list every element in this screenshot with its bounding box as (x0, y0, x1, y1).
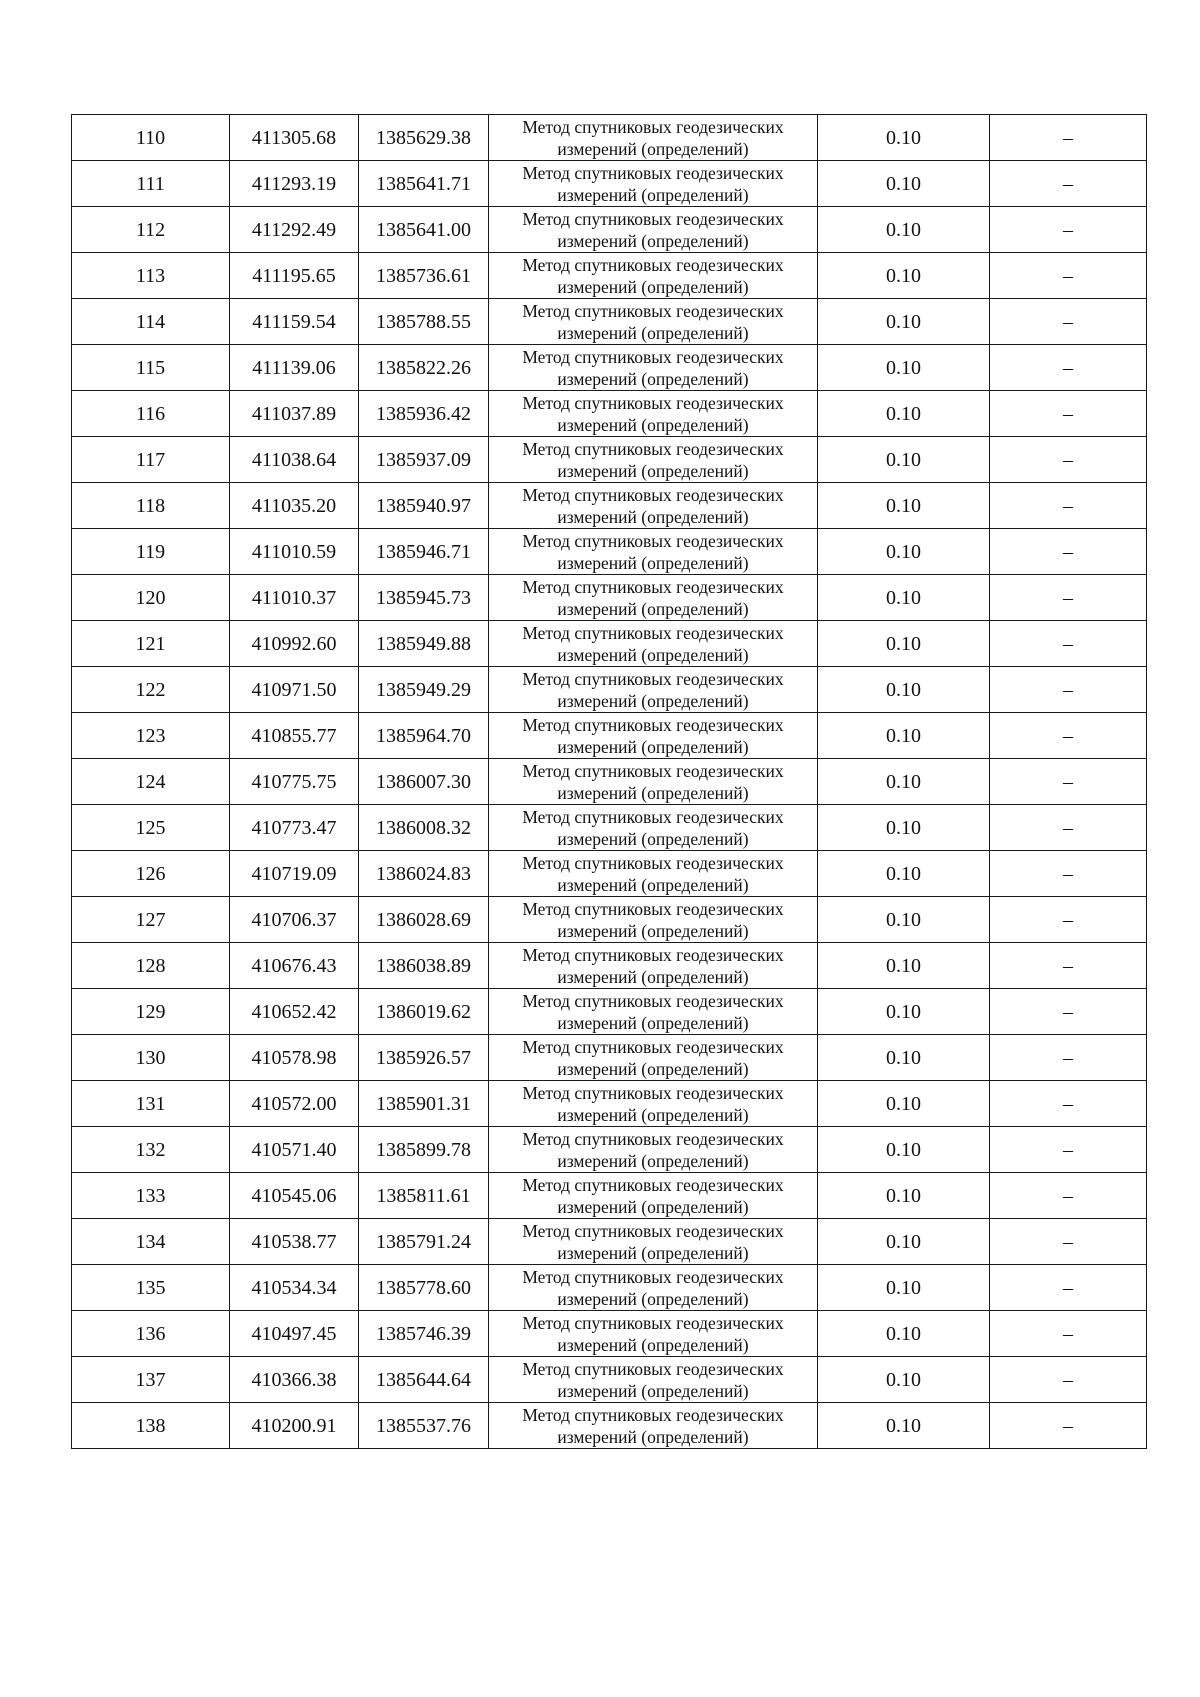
method-cell (489, 575, 818, 621)
point-number-cell: 136 (72, 1311, 230, 1357)
accuracy-cell: 0.10 (818, 1219, 990, 1265)
x-coordinate-cell: 410200.91 (230, 1403, 359, 1449)
note-cell: – (990, 575, 1147, 621)
table-row (72, 989, 1147, 1035)
point-number-cell: 124 (72, 759, 230, 805)
method-line-2: измерений (определений) (557, 782, 749, 803)
method-line-1: Метод спутниковых геодезических (522, 162, 784, 183)
accuracy-cell: 0.10 (818, 759, 990, 805)
table-row (72, 299, 1147, 345)
table-row (72, 805, 1147, 851)
note-cell: – (990, 207, 1147, 253)
method-line-1: Метод спутниковых геодезических (522, 1404, 784, 1425)
point-number-cell: 115 (72, 345, 230, 391)
method-line-2: измерений (определений) (557, 552, 749, 573)
method-line-1: Метод спутниковых геодезических (522, 1128, 784, 1149)
method-line-1: Метод спутниковых геодезических (522, 392, 784, 413)
coordinates-table (71, 114, 1147, 1449)
note-cell: – (990, 115, 1147, 161)
y-coordinate-cell: 1385949.29 (359, 667, 489, 713)
method-cell (489, 1173, 818, 1219)
accuracy-cell: 0.10 (818, 897, 990, 943)
note-cell: – (990, 161, 1147, 207)
y-coordinate-cell: 1385811.61 (359, 1173, 489, 1219)
method-line-2: измерений (определений) (557, 184, 749, 205)
method-line-2: измерений (определений) (557, 1104, 749, 1125)
method-line-2: измерений (определений) (557, 414, 749, 435)
accuracy-cell: 0.10 (818, 345, 990, 391)
method-line-1: Метод спутниковых геодезических (522, 806, 784, 827)
y-coordinate-cell: 1385946.71 (359, 529, 489, 575)
accuracy-cell: 0.10 (818, 851, 990, 897)
note-cell: – (990, 621, 1147, 667)
accuracy-cell: 0.10 (818, 1403, 990, 1449)
table-row (72, 1403, 1147, 1449)
point-number-cell: 128 (72, 943, 230, 989)
point-number-cell: 120 (72, 575, 230, 621)
table-row (72, 253, 1147, 299)
y-coordinate-cell: 1385949.88 (359, 621, 489, 667)
x-coordinate-cell: 410366.38 (230, 1357, 359, 1403)
point-number-cell: 112 (72, 207, 230, 253)
accuracy-cell: 0.10 (818, 1357, 990, 1403)
point-number-cell: 133 (72, 1173, 230, 1219)
method-line-1: Метод спутниковых геодезических (522, 1266, 784, 1287)
method-line-2: измерений (определений) (557, 1150, 749, 1171)
note-cell: – (990, 989, 1147, 1035)
y-coordinate-cell: 1385822.26 (359, 345, 489, 391)
x-coordinate-cell: 410676.43 (230, 943, 359, 989)
method-line-1: Метод спутниковых геодезических (522, 300, 784, 321)
table-row (72, 1173, 1147, 1219)
method-line-1: Метод спутниковых геодезических (522, 254, 784, 275)
point-number-cell: 135 (72, 1265, 230, 1311)
method-line-2: измерений (определений) (557, 966, 749, 987)
point-number-cell: 114 (72, 299, 230, 345)
method-line-2: измерений (определений) (557, 920, 749, 941)
note-cell: – (990, 713, 1147, 759)
method-line-2: измерений (определений) (557, 1288, 749, 1309)
table-row (72, 345, 1147, 391)
method-line-2: измерений (определений) (557, 506, 749, 527)
table-row (72, 115, 1147, 161)
y-coordinate-cell: 1385901.31 (359, 1081, 489, 1127)
method-cell (489, 713, 818, 759)
accuracy-cell: 0.10 (818, 437, 990, 483)
y-coordinate-cell: 1385537.76 (359, 1403, 489, 1449)
point-number-cell: 127 (72, 897, 230, 943)
x-coordinate-cell: 411292.49 (230, 207, 359, 253)
y-coordinate-cell: 1386008.32 (359, 805, 489, 851)
y-coordinate-cell: 1386038.89 (359, 943, 489, 989)
y-coordinate-cell: 1385945.73 (359, 575, 489, 621)
x-coordinate-cell: 410534.34 (230, 1265, 359, 1311)
accuracy-cell: 0.10 (818, 115, 990, 161)
method-cell (489, 529, 818, 575)
note-cell: – (990, 1403, 1147, 1449)
accuracy-cell: 0.10 (818, 667, 990, 713)
method-line-2: измерений (определений) (557, 1380, 749, 1401)
note-cell: – (990, 483, 1147, 529)
accuracy-cell: 0.10 (818, 621, 990, 667)
method-line-1: Метод спутниковых геодезических (522, 1312, 784, 1333)
y-coordinate-cell: 1385899.78 (359, 1127, 489, 1173)
method-cell (489, 207, 818, 253)
accuracy-cell: 0.10 (818, 989, 990, 1035)
method-line-2: измерений (определений) (557, 276, 749, 297)
x-coordinate-cell: 410773.47 (230, 805, 359, 851)
method-line-1: Метод спутниковых геодезических (522, 898, 784, 919)
table-row (72, 207, 1147, 253)
accuracy-cell: 0.10 (818, 207, 990, 253)
x-coordinate-cell: 410706.37 (230, 897, 359, 943)
method-line-2: измерений (определений) (557, 1334, 749, 1355)
method-line-1: Метод спутниковых геодезических (522, 484, 784, 505)
x-coordinate-cell: 410578.98 (230, 1035, 359, 1081)
note-cell: – (990, 667, 1147, 713)
table-row (72, 575, 1147, 621)
method-cell (489, 391, 818, 437)
point-number-cell: 134 (72, 1219, 230, 1265)
y-coordinate-cell: 1385746.39 (359, 1311, 489, 1357)
y-coordinate-cell: 1386024.83 (359, 851, 489, 897)
point-number-cell: 121 (72, 621, 230, 667)
accuracy-cell: 0.10 (818, 529, 990, 575)
y-coordinate-cell: 1385641.00 (359, 207, 489, 253)
method-cell (489, 897, 818, 943)
x-coordinate-cell: 410497.45 (230, 1311, 359, 1357)
y-coordinate-cell: 1385964.70 (359, 713, 489, 759)
method-line-2: измерений (определений) (557, 368, 749, 389)
note-cell: – (990, 299, 1147, 345)
table-row (72, 1311, 1147, 1357)
table-row (72, 713, 1147, 759)
method-cell (489, 805, 818, 851)
note-cell: – (990, 437, 1147, 483)
x-coordinate-cell: 410538.77 (230, 1219, 359, 1265)
y-coordinate-cell: 1385641.71 (359, 161, 489, 207)
y-coordinate-cell: 1385644.64 (359, 1357, 489, 1403)
table-row (72, 1219, 1147, 1265)
accuracy-cell: 0.10 (818, 805, 990, 851)
table-body (72, 115, 1147, 1449)
method-line-1: Метод спутниковых геодезических (522, 346, 784, 367)
point-number-cell: 110 (72, 115, 230, 161)
method-cell (489, 989, 818, 1035)
y-coordinate-cell: 1385778.60 (359, 1265, 489, 1311)
method-line-1: Метод спутниковых геодезических (522, 990, 784, 1011)
table-row (72, 851, 1147, 897)
method-cell (489, 621, 818, 667)
x-coordinate-cell: 411159.54 (230, 299, 359, 345)
note-cell: – (990, 391, 1147, 437)
note-cell: – (990, 345, 1147, 391)
point-number-cell: 119 (72, 529, 230, 575)
x-coordinate-cell: 410545.06 (230, 1173, 359, 1219)
point-number-cell: 130 (72, 1035, 230, 1081)
y-coordinate-cell: 1385791.24 (359, 1219, 489, 1265)
x-coordinate-cell: 411038.64 (230, 437, 359, 483)
method-line-1: Метод спутниковых геодезических (522, 208, 784, 229)
note-cell: – (990, 1219, 1147, 1265)
method-cell (489, 345, 818, 391)
method-line-2: измерений (определений) (557, 460, 749, 481)
point-number-cell: 131 (72, 1081, 230, 1127)
table-row (72, 1081, 1147, 1127)
method-line-2: измерений (определений) (557, 1058, 749, 1079)
point-number-cell: 125 (72, 805, 230, 851)
x-coordinate-cell: 411010.37 (230, 575, 359, 621)
method-cell (489, 1081, 818, 1127)
y-coordinate-cell: 1385940.97 (359, 483, 489, 529)
x-coordinate-cell: 411010.59 (230, 529, 359, 575)
accuracy-cell: 0.10 (818, 1081, 990, 1127)
method-cell (489, 1219, 818, 1265)
x-coordinate-cell: 410572.00 (230, 1081, 359, 1127)
table-row (72, 1035, 1147, 1081)
accuracy-cell: 0.10 (818, 943, 990, 989)
x-coordinate-cell: 410855.77 (230, 713, 359, 759)
note-cell: – (990, 1311, 1147, 1357)
y-coordinate-cell: 1385936.42 (359, 391, 489, 437)
method-cell (489, 1265, 818, 1311)
method-line-1: Метод спутниковых геодезических (522, 760, 784, 781)
table-row (72, 1265, 1147, 1311)
accuracy-cell: 0.10 (818, 1173, 990, 1219)
y-coordinate-cell: 1386028.69 (359, 897, 489, 943)
method-cell (489, 253, 818, 299)
note-cell: – (990, 1357, 1147, 1403)
y-coordinate-cell: 1386007.30 (359, 759, 489, 805)
method-line-2: измерений (определений) (557, 874, 749, 895)
x-coordinate-cell: 410775.75 (230, 759, 359, 805)
method-line-1: Метод спутниковых геодезических (522, 1174, 784, 1195)
point-number-cell: 117 (72, 437, 230, 483)
accuracy-cell: 0.10 (818, 161, 990, 207)
method-line-1: Метод спутниковых геодезических (522, 944, 784, 965)
method-line-1: Метод спутниковых геодезических (522, 1036, 784, 1057)
y-coordinate-cell: 1385937.09 (359, 437, 489, 483)
point-number-cell: 123 (72, 713, 230, 759)
note-cell: – (990, 943, 1147, 989)
accuracy-cell: 0.10 (818, 1265, 990, 1311)
method-line-2: измерений (определений) (557, 736, 749, 757)
note-cell: – (990, 253, 1147, 299)
method-cell (489, 1311, 818, 1357)
note-cell: – (990, 1265, 1147, 1311)
y-coordinate-cell: 1385736.61 (359, 253, 489, 299)
table-row (72, 437, 1147, 483)
method-line-2: измерений (определений) (557, 1196, 749, 1217)
method-line-1: Метод спутниковых геодезических (522, 1358, 784, 1379)
point-number-cell: 113 (72, 253, 230, 299)
table-row (72, 483, 1147, 529)
method-line-1: Метод спутниковых геодезических (522, 438, 784, 459)
accuracy-cell: 0.10 (818, 391, 990, 437)
method-line-2: измерений (определений) (557, 322, 749, 343)
method-line-1: Метод спутниковых геодезических (522, 622, 784, 643)
accuracy-cell: 0.10 (818, 299, 990, 345)
method-cell (489, 437, 818, 483)
y-coordinate-cell: 1386019.62 (359, 989, 489, 1035)
point-number-cell: 137 (72, 1357, 230, 1403)
method-cell (489, 1035, 818, 1081)
table-row (72, 621, 1147, 667)
method-cell (489, 1403, 818, 1449)
method-cell (489, 161, 818, 207)
x-coordinate-cell: 410971.50 (230, 667, 359, 713)
point-number-cell: 129 (72, 989, 230, 1035)
x-coordinate-cell: 411139.06 (230, 345, 359, 391)
method-cell (489, 851, 818, 897)
note-cell: – (990, 529, 1147, 575)
table-row (72, 667, 1147, 713)
method-line-1: Метод спутниковых геодезических (522, 714, 784, 735)
x-coordinate-cell: 410992.60 (230, 621, 359, 667)
point-number-cell: 138 (72, 1403, 230, 1449)
note-cell: – (990, 805, 1147, 851)
accuracy-cell: 0.10 (818, 1311, 990, 1357)
table-row (72, 1127, 1147, 1173)
method-line-2: измерений (определений) (557, 644, 749, 665)
point-number-cell: 111 (72, 161, 230, 207)
method-cell (489, 483, 818, 529)
point-number-cell: 116 (72, 391, 230, 437)
table-row (72, 897, 1147, 943)
method-line-2: измерений (определений) (557, 690, 749, 711)
table-row (72, 943, 1147, 989)
method-line-2: измерений (определений) (557, 598, 749, 619)
y-coordinate-cell: 1385788.55 (359, 299, 489, 345)
accuracy-cell: 0.10 (818, 575, 990, 621)
accuracy-cell: 0.10 (818, 713, 990, 759)
point-number-cell: 132 (72, 1127, 230, 1173)
point-number-cell: 122 (72, 667, 230, 713)
x-coordinate-cell: 411293.19 (230, 161, 359, 207)
x-coordinate-cell: 411037.89 (230, 391, 359, 437)
method-cell (489, 1357, 818, 1403)
method-line-1: Метод спутниковых геодезических (522, 116, 784, 137)
method-line-1: Метод спутниковых геодезических (522, 1220, 784, 1241)
y-coordinate-cell: 1385629.38 (359, 115, 489, 161)
table-row (72, 161, 1147, 207)
method-line-2: измерений (определений) (557, 230, 749, 251)
table-row (72, 529, 1147, 575)
method-line-2: измерений (определений) (557, 1426, 749, 1447)
table-row (72, 391, 1147, 437)
accuracy-cell: 0.10 (818, 253, 990, 299)
method-line-2: измерений (определений) (557, 1012, 749, 1033)
method-cell (489, 943, 818, 989)
note-cell: – (990, 1173, 1147, 1219)
x-coordinate-cell: 411035.20 (230, 483, 359, 529)
table-row (72, 759, 1147, 805)
method-line-1: Метод спутниковых геодезических (522, 852, 784, 873)
note-cell: – (990, 897, 1147, 943)
note-cell: – (990, 1035, 1147, 1081)
method-cell (489, 299, 818, 345)
method-cell (489, 115, 818, 161)
method-cell (489, 667, 818, 713)
x-coordinate-cell: 410571.40 (230, 1127, 359, 1173)
method-line-2: измерений (определений) (557, 138, 749, 159)
method-line-2: измерений (определений) (557, 1242, 749, 1263)
table-row (72, 1357, 1147, 1403)
point-number-cell: 118 (72, 483, 230, 529)
y-coordinate-cell: 1385926.57 (359, 1035, 489, 1081)
method-line-1: Метод спутниковых геодезических (522, 668, 784, 689)
method-line-1: Метод спутниковых геодезических (522, 576, 784, 597)
accuracy-cell: 0.10 (818, 1127, 990, 1173)
method-line-2: измерений (определений) (557, 828, 749, 849)
accuracy-cell: 0.10 (818, 483, 990, 529)
method-line-1: Метод спутниковых геодезических (522, 530, 784, 551)
x-coordinate-cell: 410719.09 (230, 851, 359, 897)
note-cell: – (990, 1127, 1147, 1173)
note-cell: – (990, 759, 1147, 805)
note-cell: – (990, 851, 1147, 897)
point-number-cell: 126 (72, 851, 230, 897)
method-cell (489, 1127, 818, 1173)
method-line-1: Метод спутниковых геодезических (522, 1082, 784, 1103)
x-coordinate-cell: 410652.42 (230, 989, 359, 1035)
x-coordinate-cell: 411305.68 (230, 115, 359, 161)
accuracy-cell: 0.10 (818, 1035, 990, 1081)
method-cell (489, 759, 818, 805)
note-cell: – (990, 1081, 1147, 1127)
x-coordinate-cell: 411195.65 (230, 253, 359, 299)
